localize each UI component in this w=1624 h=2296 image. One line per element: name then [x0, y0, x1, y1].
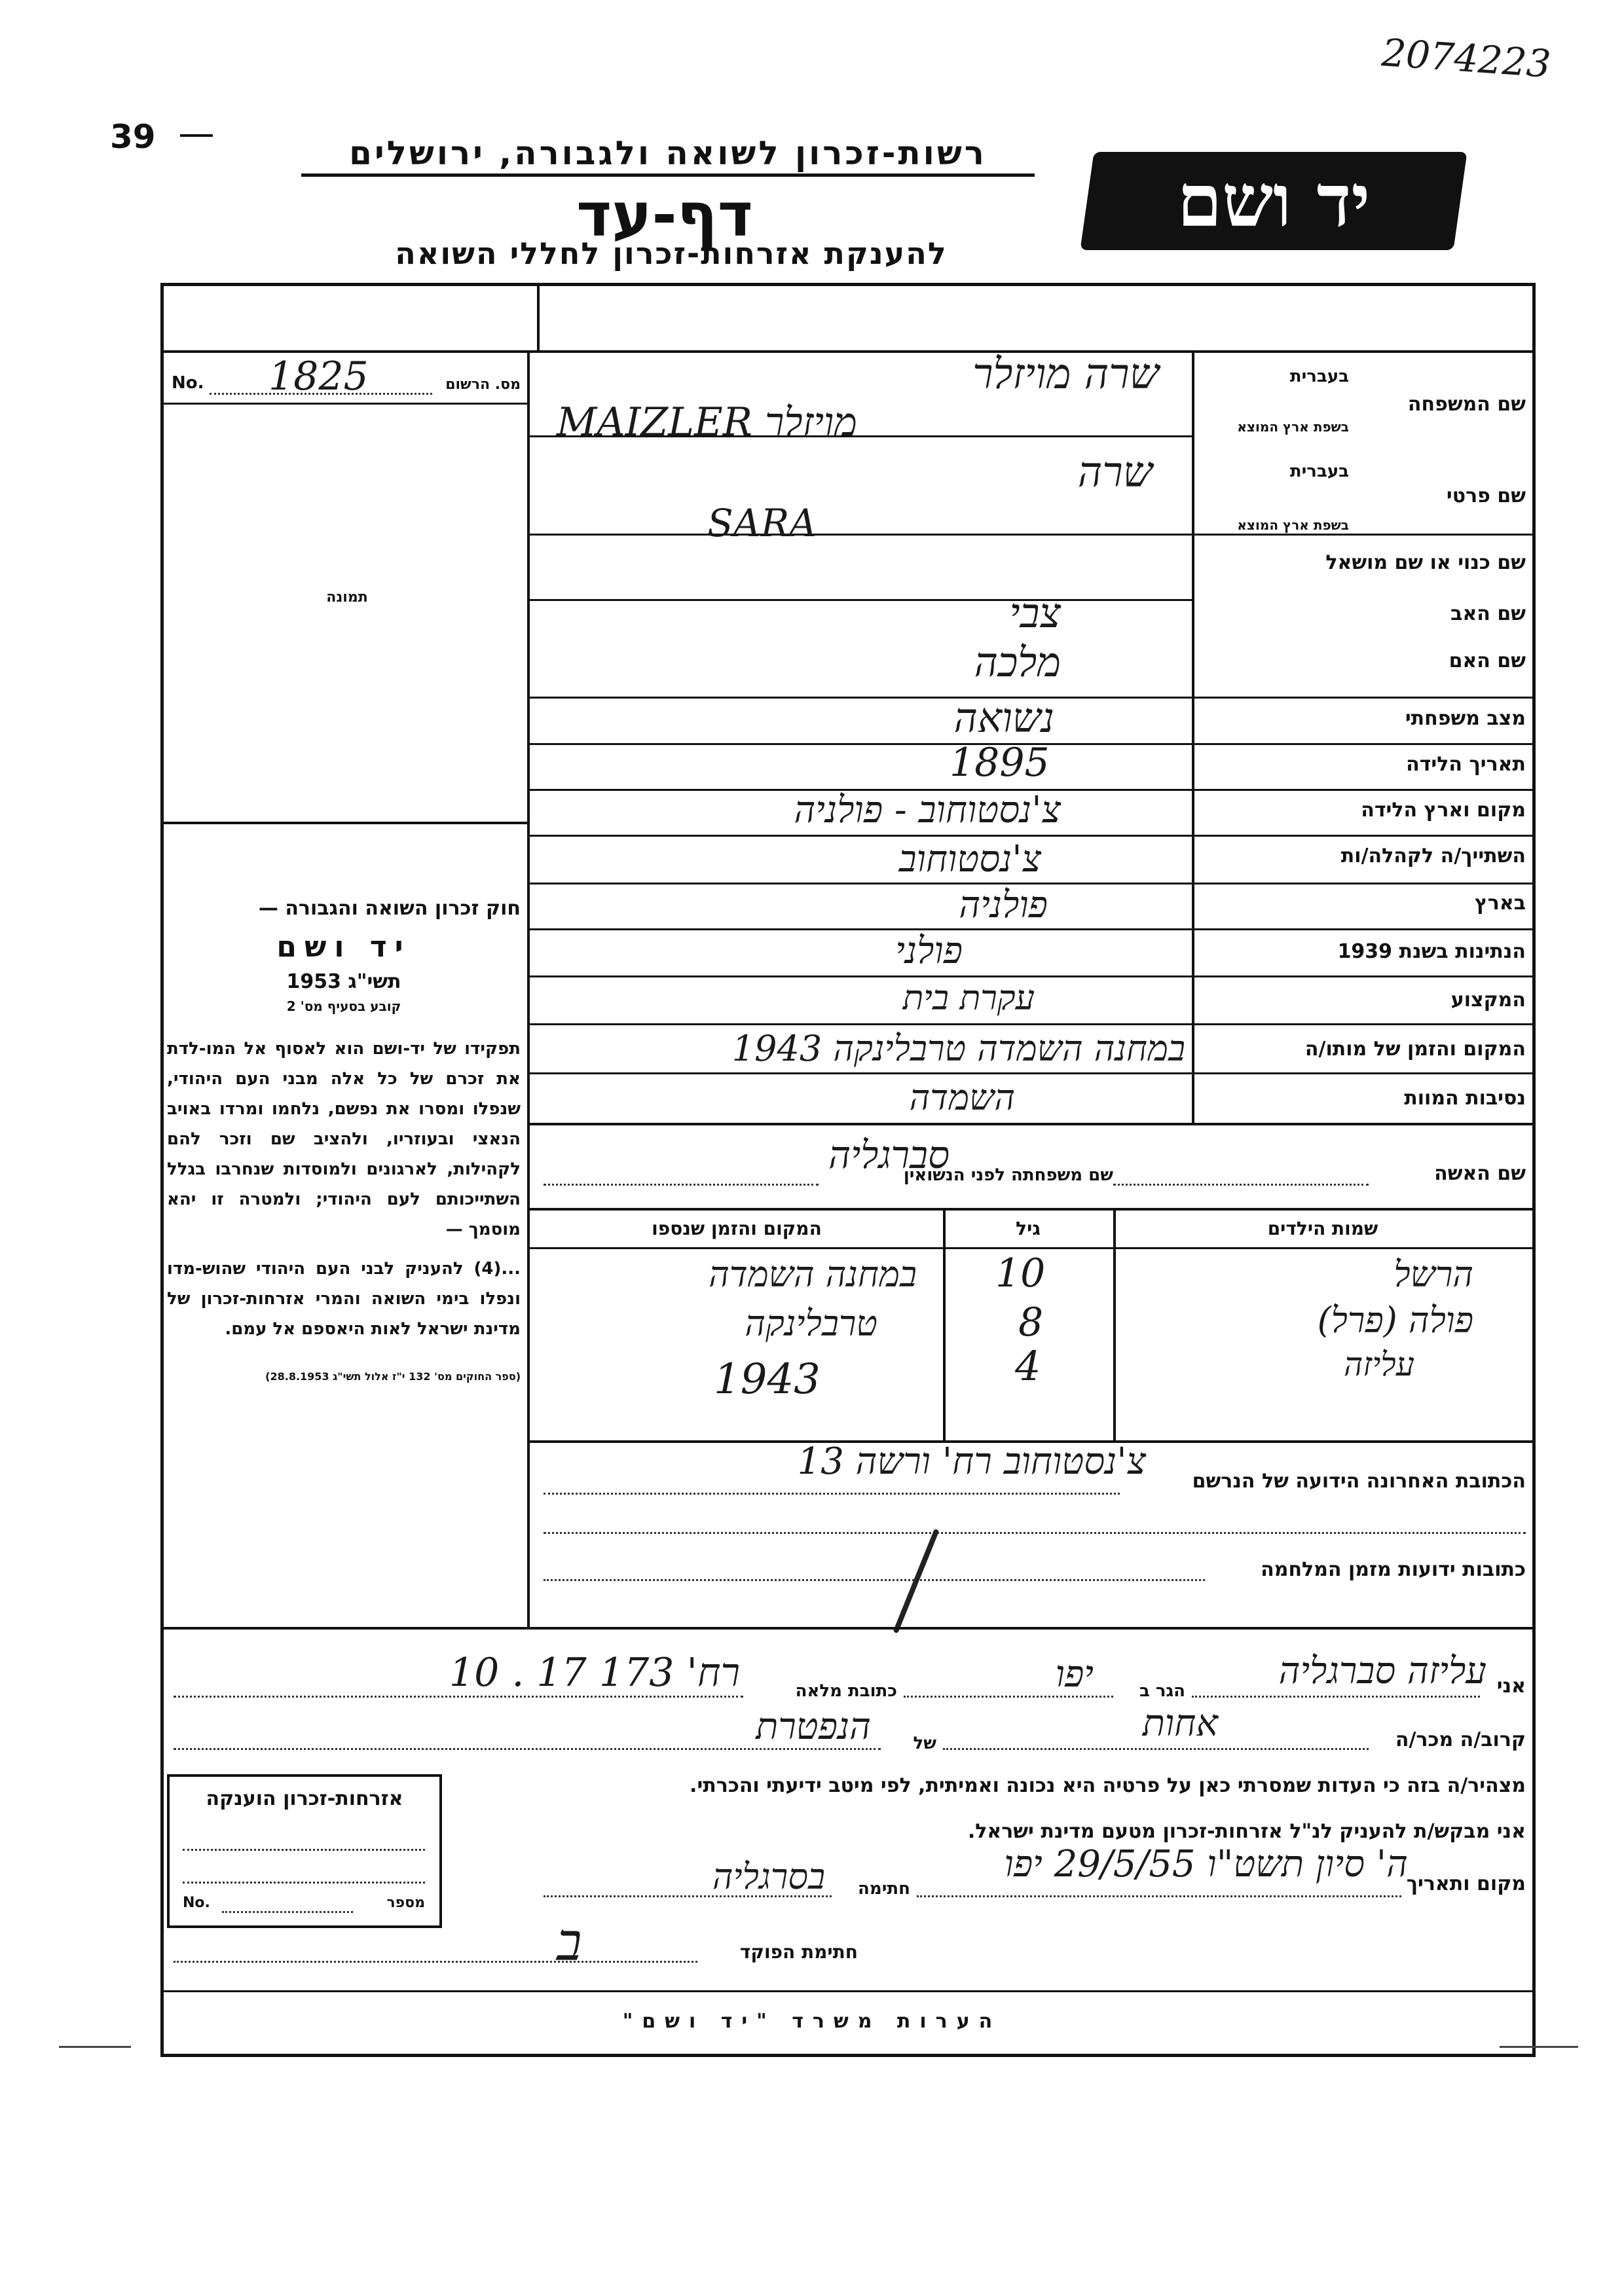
nationality-label: הנתינות בשנת 1939: [1337, 940, 1526, 963]
citizenship-stamp-box: [167, 1774, 442, 1928]
family-name-label: שם המשפחה: [1407, 393, 1526, 416]
relative-of-label: של: [913, 1734, 936, 1753]
authority-title: רשות-זכרון לשואה ולגבורה, ירושלים: [301, 134, 1035, 177]
death-circumstances-label: נסיבות המוות: [1404, 1087, 1526, 1110]
declarant-living-value: יפו: [1055, 1653, 1094, 1696]
law-paragraph-1: תפקידו של יד-ושם הוא לאסוף אל המו-לדת את זכרם של כל אלה מבני העם היהודי, שנפלו ומסרו את נפשם, נלחמו ומרדו באויב הנאצי ובעוזריו, ולהציב שם וזכר להם לקהילות, לארגונים ולמוסדות שנחרבו בגלל השתייכותם לעם היהודי; ולמטרה זו יהא מוסמך —: [167, 1039, 521, 1239]
nationality-value: פולני: [895, 930, 963, 972]
death-place-value: במחנה השמדה טרבלינקה 1943: [731, 1028, 1185, 1069]
stamp-title: אזרחות-זכרון הוענקה: [206, 1787, 403, 1810]
child-death-place: במחנה השמדה: [709, 1254, 917, 1295]
registration-number: 1825: [268, 354, 369, 399]
death-circumstances-value: השמדה: [909, 1077, 1015, 1118]
birth-place-label: מקום וארץ הלידה: [1361, 799, 1526, 822]
last-address-value: צ'נסטוחוב רח' ורשה 13: [797, 1440, 1146, 1483]
officer-signature-label: חתימת הפוקד: [739, 1941, 858, 1963]
law-title: חוק זכרון השואה והגבורה —: [258, 897, 521, 920]
marital-status-value: נשואה: [953, 694, 1054, 742]
first-name-heb-value: שרה: [1077, 448, 1153, 497]
request-text: אני מבקש/ת להעניק לנ"ל אזרחות-זכרון מטעם מדינת ישראל.: [967, 1820, 1526, 1843]
children-age-header: גיל: [1016, 1218, 1041, 1239]
law-year: תשי"ג 1953: [286, 970, 401, 993]
yad-vashem-logo: [1080, 152, 1467, 250]
country-label: בארץ: [1474, 892, 1526, 915]
death-place-label: המקום והזמן של מותו/ה: [1304, 1038, 1526, 1061]
father-name-label: שם האב: [1450, 602, 1526, 625]
family-name-local-value: MAIZLER מויזלר: [557, 399, 857, 445]
form-title: דף-עד: [576, 180, 753, 250]
margin-dash-right: [1500, 2046, 1578, 2048]
law-clause: קובע בסעיף מס' 2: [286, 998, 401, 1014]
first-name-local-value: SARA: [707, 501, 817, 545]
child-death-place: 1943: [714, 1355, 821, 1404]
children-names-header: שמות הילדים: [1267, 1218, 1378, 1239]
child-age: 4: [1015, 1342, 1041, 1390]
country-value: פולניה: [959, 884, 1048, 926]
child-age: 10: [995, 1250, 1046, 1296]
birth-place-value: צ'נסטוחוב - פולניה: [794, 789, 1061, 831]
law-source: (ספר החוקים מס' 132 י"ז אלול תשי"ג 28.8.1953): [265, 1370, 521, 1383]
child-name: עליזה: [1343, 1345, 1414, 1383]
declaration-text: מצהיר/ה בזה כי העדות שמסרתי כאן על פרטיה היא נכונה ואמיתית, לפי מיטב ידיעתי והכרתי.: [690, 1774, 1526, 1797]
community-value: צ'נסטוחוב: [898, 838, 1041, 881]
law-paragraph-2: ...(4) להעניק לבני העם היהודי שהוש-מדו ונפלו בימי השואה והמרי אזרחות-זכרון של מדינת ישראל לאות היאספם אל עמם.: [167, 1259, 521, 1339]
child-age: 8: [1018, 1300, 1044, 1345]
wife-maiden-value: סברגליה: [828, 1133, 950, 1177]
stamp-no-label: No.: [183, 1895, 210, 1911]
wife-maiden-label: שם משפחתה לפני הנשואין: [903, 1165, 1113, 1185]
last-address-label: הכתובת האחרונה הידועה של הנרשם: [1192, 1470, 1526, 1493]
children-place-header: המקום והזמן שנספו: [652, 1218, 822, 1239]
mother-name-label: שם האם: [1449, 649, 1526, 672]
wife-label: שם האשה: [1434, 1162, 1526, 1185]
first-name-local-sub: בשפת ארץ המוצא: [1237, 517, 1349, 533]
signature-label: חתימה: [858, 1879, 910, 1899]
form-subtitle: להענקת אזרחות-זכרון לחללי השואה: [395, 236, 948, 271]
birth-date-label: תאריך הלידה: [1406, 753, 1526, 776]
father-name-value: צבי: [1009, 589, 1061, 637]
page-mark-dash: [180, 134, 213, 137]
photo-label: תמונה: [326, 589, 368, 606]
archive-number: 2074223: [1380, 30, 1553, 86]
declarant-name: עליזה סברגליה: [1278, 1650, 1486, 1692]
law-block: [167, 897, 521, 1383]
declarant-i-label: אני: [1496, 1675, 1526, 1698]
declarant-full-address-label: כתובת מלאה: [795, 1681, 897, 1701]
community-label: השתייך/ה לקהלה/ות: [1340, 845, 1526, 867]
stamp-number-label: מספר: [386, 1895, 425, 1911]
declarant-living-label: הגר ב: [1139, 1681, 1185, 1701]
relative-label: קרוב/ה מכר/ה: [1395, 1728, 1526, 1751]
place-date-value: ה' סיון תשט"ו 29/5/55 יפו: [1004, 1843, 1408, 1886]
relative-of-value: הנפטרת: [756, 1705, 871, 1748]
margin-dash-left: [59, 2046, 131, 2048]
relative-value: אחות: [1142, 1702, 1218, 1745]
family-name-heb-sub: בעברית: [1289, 367, 1349, 386]
officer-signature-value: ב: [557, 1912, 582, 1973]
child-name: פולה (פרל): [1317, 1300, 1473, 1341]
logo-text: יד ושם: [1177, 158, 1371, 243]
marital-status-label: מצב משפחתי: [1405, 707, 1526, 730]
law-name: יד ושם: [276, 930, 411, 964]
first-name-label: שם פרטי: [1446, 484, 1526, 507]
birth-date-value: 1895: [950, 740, 1050, 786]
profession-value: עקרת בית: [902, 979, 1035, 1018]
registration-no-label: No.: [172, 373, 204, 393]
first-name-heb-sub: בעברית: [1289, 462, 1349, 481]
place-date-label: מקום ותאריך: [1406, 1872, 1526, 1895]
mother-name-value: מלכה: [974, 638, 1061, 686]
registration-label: מס. הרשום: [445, 376, 521, 393]
family-name-heb-value: שרה מויזלר: [972, 350, 1159, 399]
profession-label: המקצוע: [1450, 989, 1526, 1011]
declarant-full-address-value: רח' 173 17 . 10: [449, 1650, 740, 1696]
nickname-label: שם כנוי או שם מושאל: [1325, 551, 1526, 574]
signature-value: בסרגליה: [712, 1856, 825, 1897]
family-name-local-sub: בשפת ארץ המוצא: [1237, 419, 1349, 435]
child-death-place: טרבלינקה: [745, 1303, 877, 1344]
office-remarks-label: הערות משרד "יד ושם": [622, 2010, 1002, 2033]
child-name: הרשל: [1393, 1254, 1473, 1295]
page-mark: 39: [110, 118, 156, 156]
war-address-label: כתובות ידועות מזמן המלחמה: [1261, 1558, 1526, 1581]
